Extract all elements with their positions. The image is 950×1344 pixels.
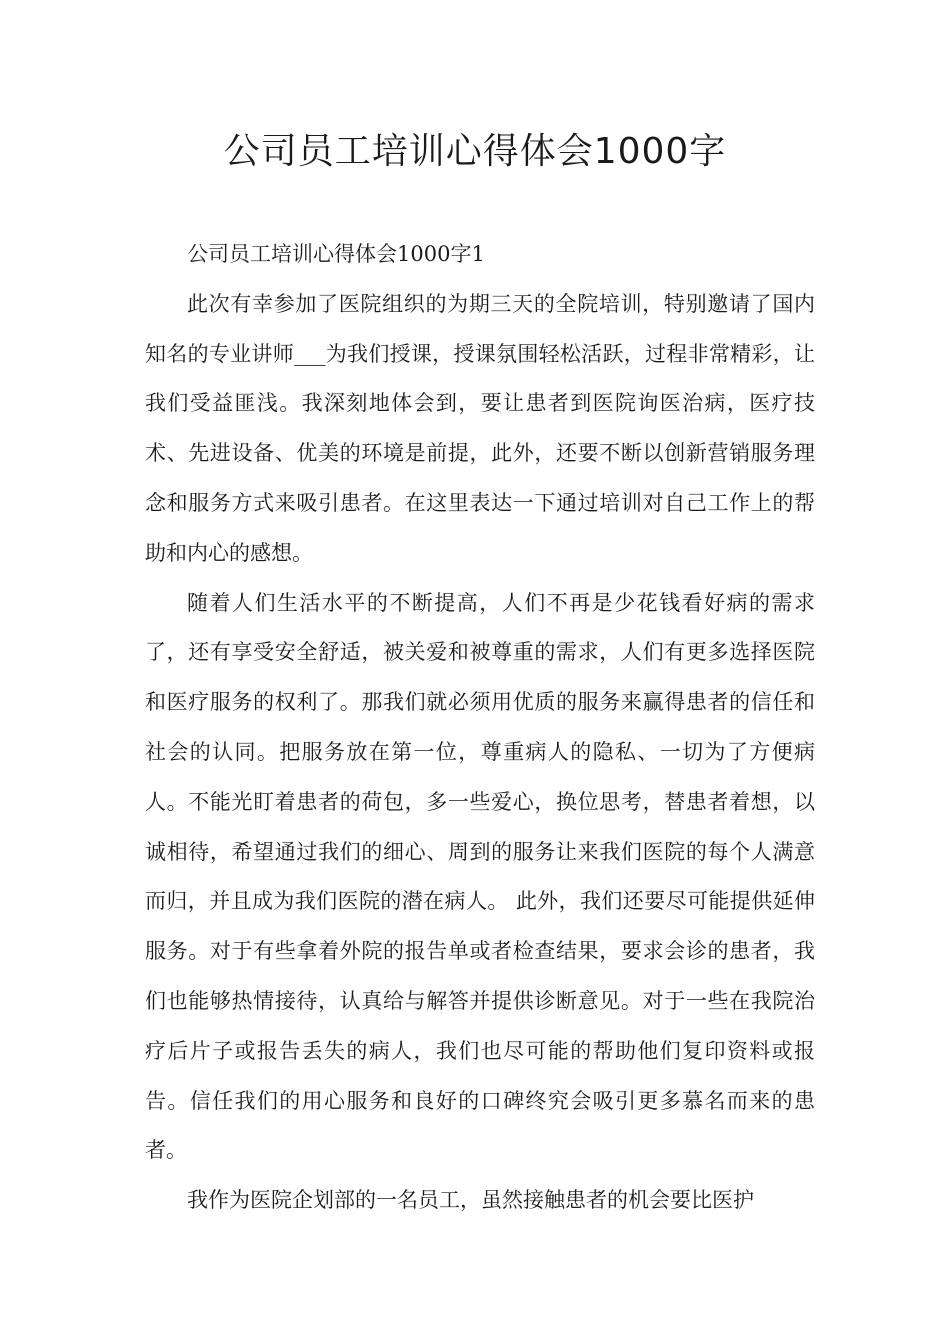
paragraph-3: 我作为医院企划部的一名员工，虽然接触患者的机会要比医护: [187, 1188, 754, 1213]
paragraph-1: 此次有幸参加了医院组织的为期三天的全院培训，特别邀请了国内知名的专业讲师___为我们授课，授课氛围轻松活跃，过程非常精彩，让我们受益匪浅。我深刻地体会到，要让患者到医院询医治病，医疗技术、先进设备、优美的环境是前提，此外，还要不断以创新营销服务理念和服务方式来吸引患者。在这里表达一下通过培训对自己工作上的帮助和内心的感想。: [145, 291, 815, 565]
document-body: [145, 230, 815, 1226]
paragraph-2: 随着人们生活水平的不断提高，人们不再是少花钱看好病的需求了，还有享受安全舒适，被关爱和被尊重的需求，人们有更多选择医院和医疗服务的权利了。那我们就必须用优质的服务来赢得患者的信任和社会的认同。把服务放在第一位，尊重病人的隐私、一切为了方便病人。不能光盯着患者的荷包，多一些爱心，换位思考，替患者着想，以诚相待，希望通过我们的细心、周到的服务让来我们医院的每个人满意而归，并且成为我们医院的潜在病人。 此外，我们还要尽可能提供延伸服务。对于有些拿着外院的报告单或者检查结果，要求会诊的患者，我们也能够热情接待，认真给与解答并提供诊断意见。对于一些在我院治疗后片子或报告丢失的病人，我们也尽可能的帮助他们复印资料或报告。信任我们的用心服务和良好的口碑终究会吸引更多慕名而来的患者。: [145, 590, 815, 1163]
section-heading: 公司员工培训心得体会1000字1: [187, 242, 485, 266]
document-title: 公司员工培训心得体会1000字: [223, 131, 727, 172]
